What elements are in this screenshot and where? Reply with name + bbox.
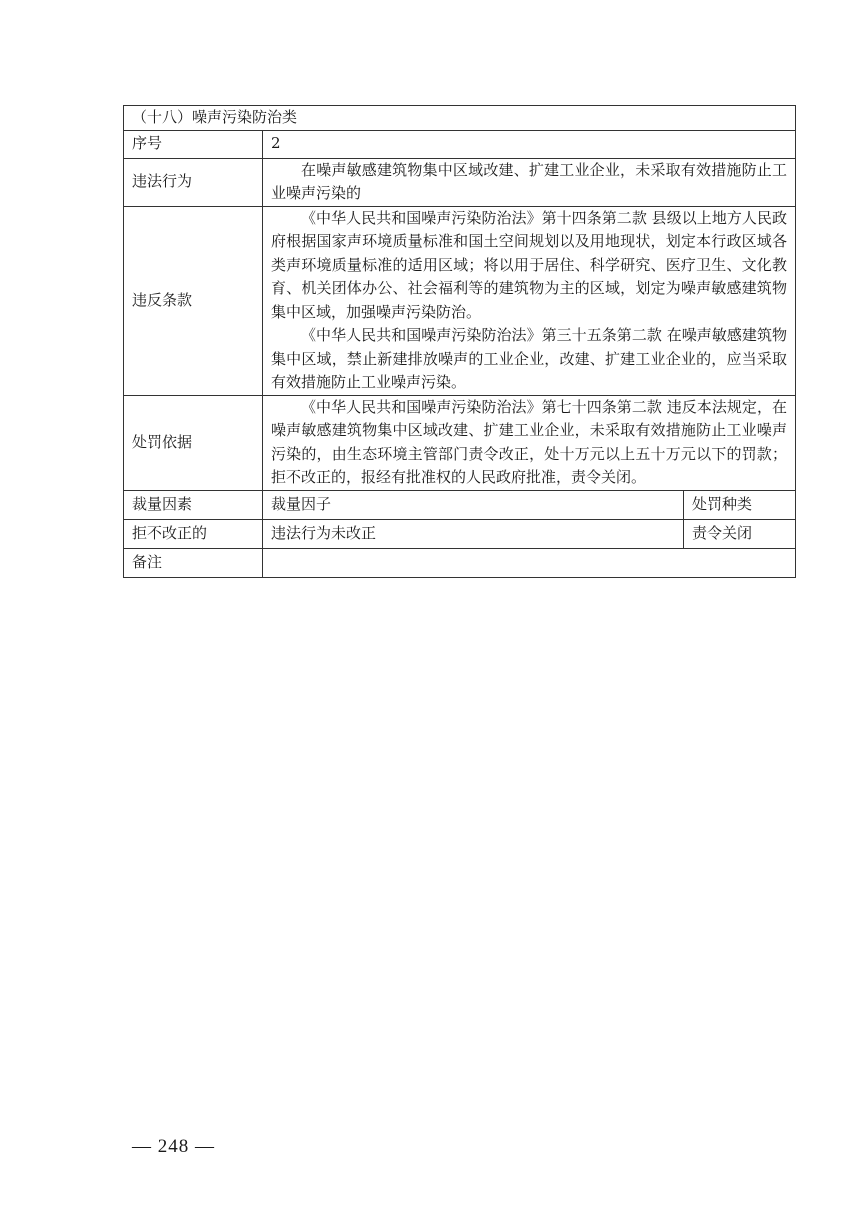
discretion-detail: 违法行为未改正: [263, 519, 684, 548]
page-number: — 248 —: [132, 1136, 215, 1157]
remarks-value: [263, 548, 796, 577]
penalty-basis-row: [124, 395, 796, 490]
seq-row: [124, 130, 796, 158]
clause-paragraph: 《中华人民共和国噪声污染防治法》第三十五条第二款 在噪声敏感建筑物集中区域，禁止新建排放噪声的工业企业，改建、扩建工业企业的，应当采取有效措施防止工业噪声污染。: [271, 326, 787, 391]
violation-text: 在噪声敏感建筑物集中区域改建、扩建工业企业，未采取有效措施防止工业噪声污染的: [271, 160, 787, 202]
penalty-table: [123, 105, 796, 578]
discretion-detail-header: 裁量因子: [263, 490, 684, 519]
discretion-row: [124, 519, 796, 548]
remarks-row: [124, 548, 796, 577]
discretion-factor-header: 裁量因素: [124, 490, 263, 519]
violation-label: 违法行为: [124, 158, 263, 206]
violated-clauses-label: 违反条款: [124, 206, 263, 395]
penalty-type: 责令关闭: [684, 519, 796, 548]
discretion-header-row: [124, 490, 796, 519]
clause-paragraph: 《中华人民共和国噪声污染防治法》第十四条第二款 县级以上地方人民政府根据国家声环境质量标准和国土空间规划以及用地现状，划定本行政区域各类声环境质量标准的适用区域；将以用于居住、科学研究、医疗卫生、文化教育、机关团体办公、社会福利等的建筑物为主的区域，划定为噪声敏感建筑物集中区域，加强噪声污染防治。: [271, 208, 787, 321]
remarks-label: 备注: [124, 548, 263, 577]
section-header-row: [124, 106, 796, 131]
penalty-basis-text: 《中华人民共和国噪声污染防治法》第七十四条第二款 违反本法规定，在噪声敏感建筑物集中区域改建、扩建工业企业，未采取有效措施防止工业噪声污染的，由生态环境主管部门责令改正，处十万元以上五十万元以下的罚款；拒不改正的，报经有批准权的人民政府批准，责令关闭。: [271, 397, 787, 486]
seq-value: 2: [263, 130, 796, 158]
section-title: （十八）噪声污染防治类: [124, 106, 796, 131]
discretion-factor: 拒不改正的: [124, 519, 263, 548]
penalty-type-header: 处罚种类: [684, 490, 796, 519]
violated-clauses-row: [124, 206, 796, 395]
penalty-basis-label: 处罚依据: [124, 395, 263, 490]
violation-row: [124, 158, 796, 206]
seq-label: 序号: [124, 130, 263, 158]
